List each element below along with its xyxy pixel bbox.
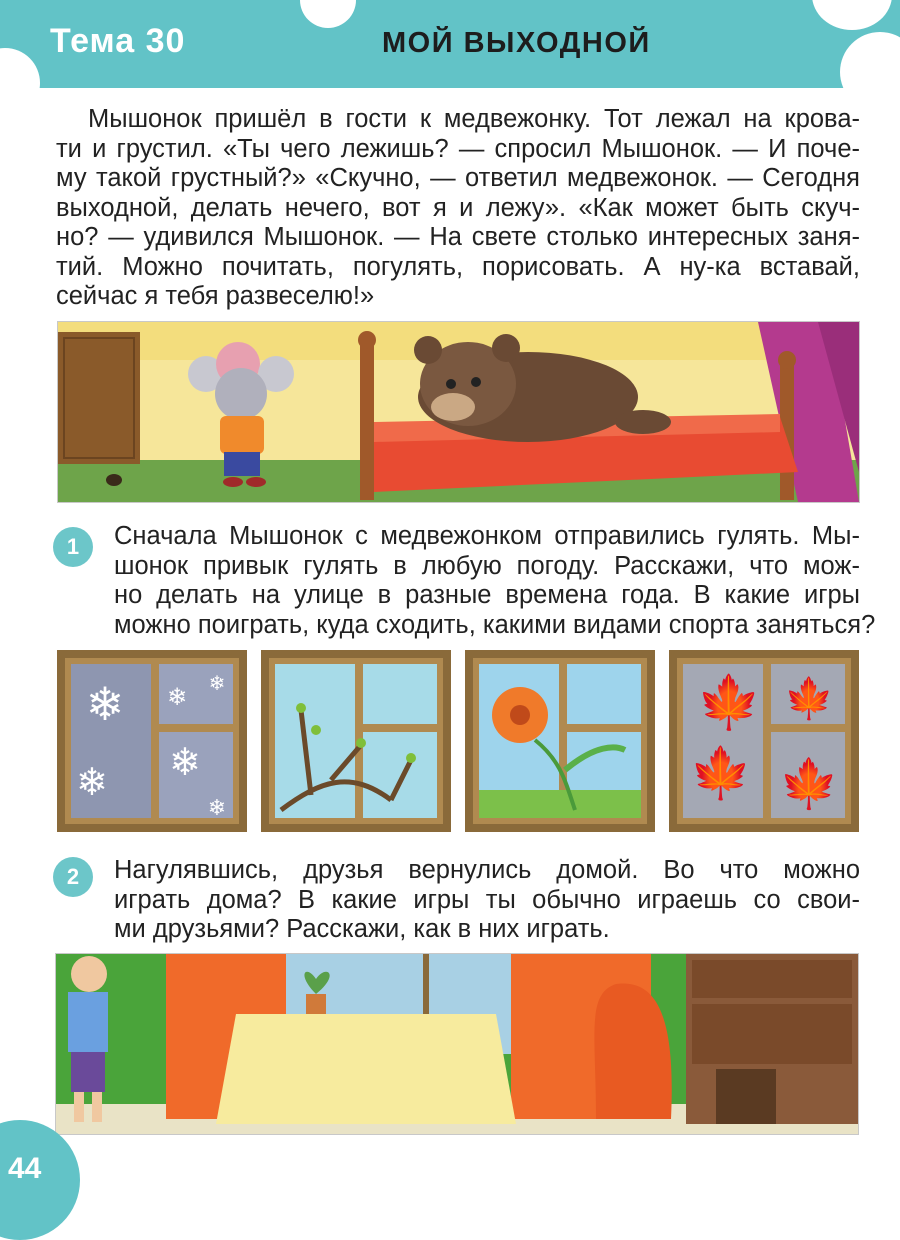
task-number-badge: 2	[53, 857, 93, 897]
intro-line: выходной, делать нечего, вот я и лежу». «Как может быть скуч-	[56, 193, 860, 222]
task2-line: ми друзьями? Расскажи, как в них играть.	[114, 915, 610, 943]
task2-line: Нагулявшись, друзья вернулись домой. Во что можно	[114, 856, 860, 884]
bedroom-scene-svg	[58, 322, 859, 502]
intro-line: тий. Можно почитать, погулять, порисовать. А ну-ка вставай,	[56, 252, 860, 281]
svg-text:🍁: 🍁	[779, 756, 839, 812]
intro-line: му такой грустный?» «Скучно, — ответил медвежонок. — Сегодня	[56, 164, 860, 192]
svg-text:❄: ❄	[85, 677, 125, 731]
svg-text:❄: ❄	[166, 683, 188, 711]
intro-paragraph	[56, 105, 860, 312]
header-band	[0, 0, 900, 88]
window-autumn	[669, 650, 859, 832]
task2-text	[114, 856, 860, 945]
task-number-badge: 1	[53, 527, 93, 567]
header-bubble	[0, 48, 40, 88]
task1-text	[114, 522, 876, 640]
header-bubble	[300, 0, 356, 28]
window-summer	[465, 650, 655, 832]
svg-text:❄: ❄	[207, 796, 227, 821]
bed-post	[360, 342, 374, 500]
page-title: МОЙ ВЫХОДНОЙ	[382, 27, 651, 59]
intro-line: но? — удивился Мышонок. — На свете столько интересных заня-	[56, 223, 860, 251]
topic-label: Тема 30	[50, 22, 186, 60]
table-cloth	[216, 1014, 516, 1124]
svg-text:❄: ❄	[76, 760, 108, 804]
bedroom-illustration	[57, 321, 860, 503]
task2-line: играть дома? В какие игры ты обычно играешь со свои-	[114, 885, 860, 914]
svg-text:🍁: 🍁	[784, 676, 834, 722]
window-winter	[57, 650, 247, 832]
svg-text:❄: ❄	[208, 671, 226, 695]
task1-line: можно поиграть, куда сходить, какими видами спорта заняться?	[114, 610, 876, 639]
boy	[71, 956, 107, 992]
intro-line: ти и грустил. «Ты чего лежишь? — спросил Мышонок. — И поче-	[56, 134, 860, 163]
hide-and-seek-illustration	[55, 953, 859, 1135]
task1-line: но делать на улице в разные времена года. В какие игры	[114, 581, 860, 609]
task1-line: шонок привык гулять в любую погоду. Расскажи, что мож-	[114, 551, 860, 580]
window-spring	[261, 650, 451, 832]
page-number: 44	[8, 1152, 42, 1185]
task1-line: Сначала Мышонок с медвежонком отправились гулять. Мы-	[114, 522, 860, 550]
intro-line: Мышонок пришёл в гости к медвежонку. Тот лежал на крова-	[88, 105, 860, 133]
intro-line: сейчас я тебя развеселю!»	[56, 282, 375, 310]
svg-text:❄: ❄	[169, 740, 201, 784]
wardrobe-door	[58, 332, 140, 464]
header-bubble	[840, 32, 900, 88]
header-bubble	[812, 0, 892, 30]
svg-text:🍁: 🍁	[689, 744, 753, 802]
svg-text:🍁: 🍁	[696, 673, 762, 733]
